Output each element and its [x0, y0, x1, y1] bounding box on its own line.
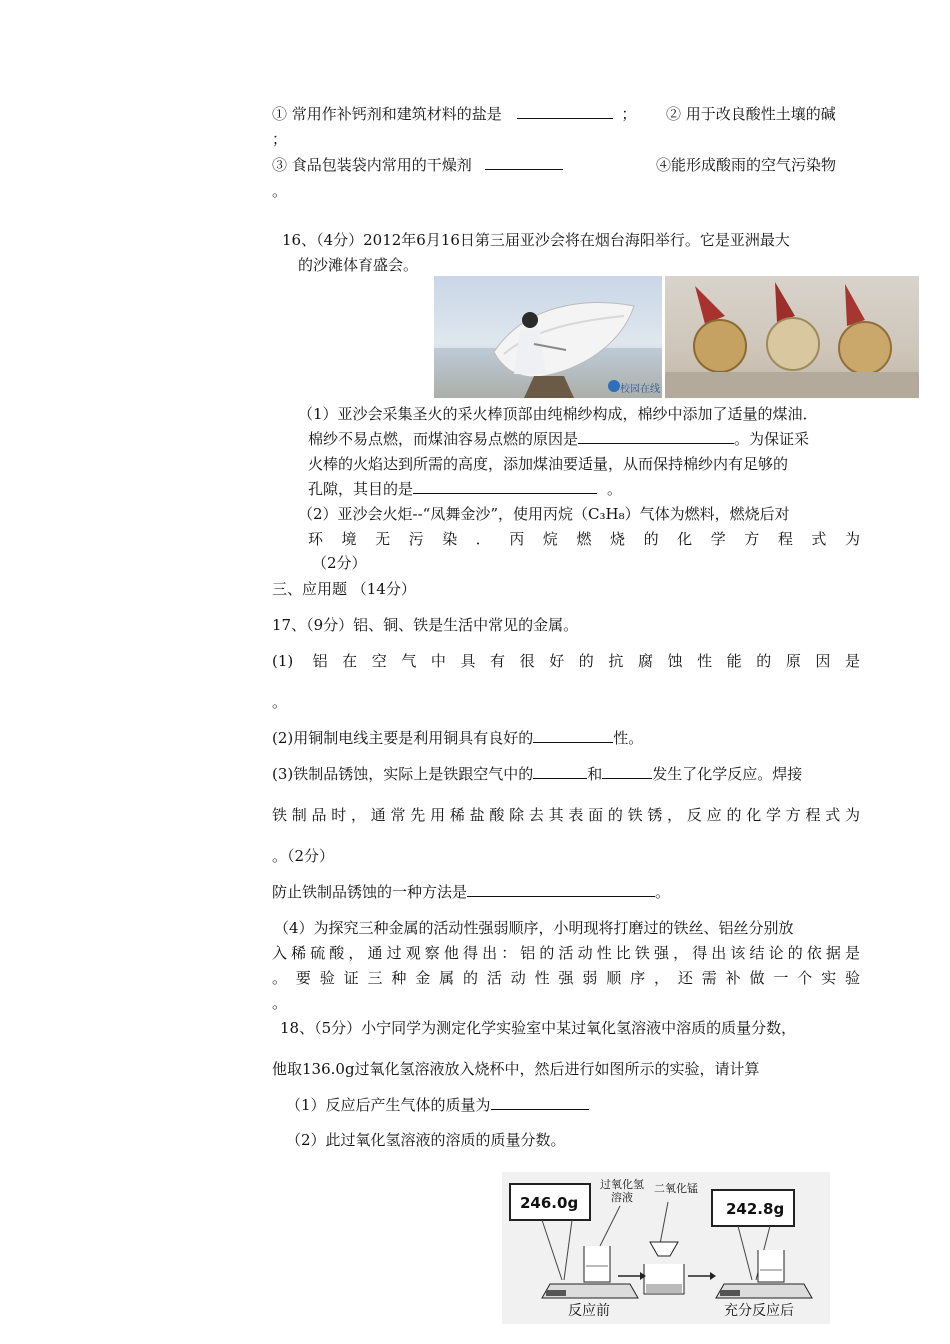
watermark-text: 校园在线	[620, 384, 660, 395]
photo-medals	[665, 276, 919, 398]
q16-p1-line2: 棉纱不易点燃，而煤油容易点燃的原因是 。为保证采	[308, 430, 810, 448]
q15-line3	[272, 155, 563, 175]
label-after: 充分反应后	[724, 1303, 794, 1319]
q17-p3: (3)铁制品锈蚀，实际上是铁跟空气中的 和 发生了化学反应。焊接	[272, 765, 803, 783]
q18-sub1: （1）反应后产生气体的质量为	[286, 1095, 589, 1115]
q17-p2: (2)用铜制电线主要是利用铜具有良好的 性。	[272, 729, 644, 747]
label-before: 反应前	[568, 1303, 610, 1319]
q16-p1-line4: 孔隙，其目的是 。	[308, 480, 623, 498]
answer-blank[interactable]	[413, 479, 597, 494]
q15-item4: ④能形成酸雨的空气污染物	[656, 156, 837, 174]
section-title: 三、应用题 （14分）	[272, 580, 416, 598]
after-mass-reading: 242.8g	[726, 1200, 785, 1218]
q15-line1: ① 常用作补钙剂和建筑材料的盐是 ；	[272, 105, 637, 123]
answer-blank[interactable]	[485, 155, 563, 170]
answer-blank[interactable]	[517, 104, 613, 119]
answer-blank[interactable]	[578, 429, 734, 444]
answer-blank[interactable]	[602, 764, 652, 779]
experiment-figure	[502, 1172, 830, 1324]
photo-torch-lighting	[434, 276, 662, 398]
q16-header: 16、（4分）2012年6月16日第三届亚沙会将在烟台海阳举行。它是亚洲最大	[282, 231, 790, 249]
q18-sub2: （2）此过氧化氢溶液的溶质的质量分数。	[286, 1131, 566, 1149]
q15-item1: ① 常用作补钙剂和建筑材料的盐是	[272, 105, 502, 123]
q15-item2: ② 用于改良酸性土壤的碱	[666, 105, 836, 123]
q15-item3: ③ 食品包装袋内常用的干燥剂	[272, 156, 472, 174]
q17-p3-line4: 防止铁制品锈蚀的一种方法是 。	[272, 883, 671, 901]
answer-blank[interactable]	[533, 764, 587, 779]
before-mass-reading: 246.0g	[520, 1194, 579, 1212]
answer-blank[interactable]	[491, 1095, 589, 1110]
q18-header: 18、（5分）小宁同学为测定化学实验室中某过氧化氢溶液中溶质的质量分数，	[280, 1019, 797, 1037]
answer-blank[interactable]	[533, 728, 613, 743]
q17-header: 17、（9分）铝、铜、铁是生活中常见的金属。	[272, 616, 579, 634]
answer-blank[interactable]	[467, 882, 655, 897]
reagent-hydrogen-peroxide: 过氧化氢 溶液	[600, 1178, 644, 1204]
reagent-manganese-dioxide: 二氧化锰	[654, 1182, 698, 1195]
